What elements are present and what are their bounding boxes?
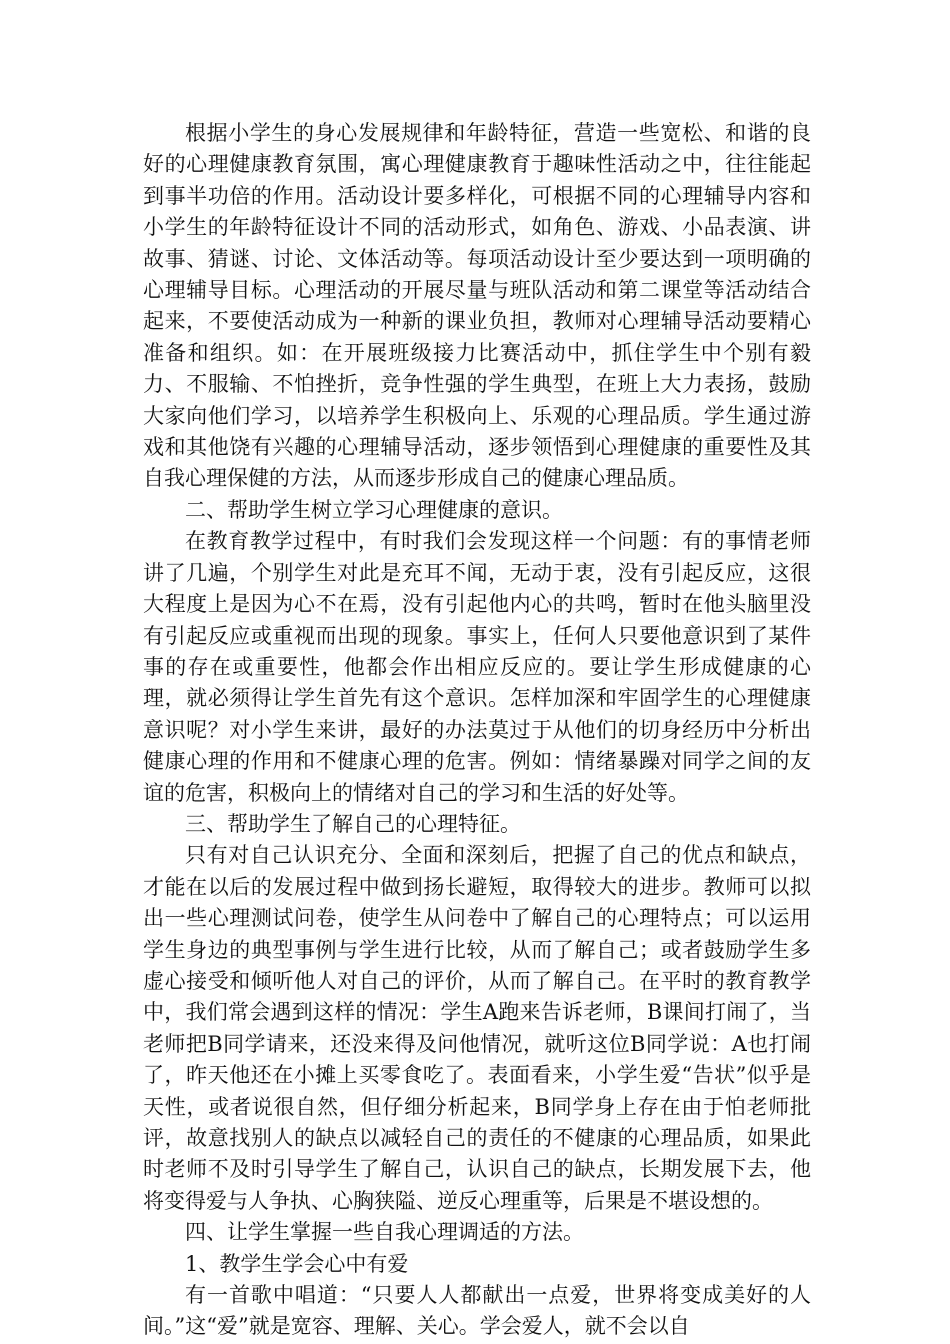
section-heading-3: 三、帮助学生了解自己的心理特征。 — [185, 811, 521, 836]
section-heading-4: 四、让学生掌握一些自我心理调适的方法。 — [185, 1220, 584, 1245]
body-paragraph: 有一首歌中唱道：“只要人人都献出一点爱，世界将变成美好的人间。”这“爱”就是宽容、理解、关心。学会爱人，就不会以自 — [143, 1283, 811, 1339]
subsection-heading-1: 1、教学生学会心中有爱 — [185, 1251, 409, 1276]
body-paragraph: 根据小学生的身心发展规律和年龄特征，营造一些宽松、和谐的良好的心理健康教育氛围，寓心理健康教育于趣味性活动之中，往往能起到事半功倍的作用。活动设计要多样化，可根据不同的心理辅导内容和小学生的年龄特征设计不同的活动形式，如角色、游戏、小品表演、讲故事、猜谜、讨论、文体活动等。每项活动设计至少要达到一项明确的心理辅导目标。心理活动的开展尽量与班队活动和第二课堂等活动结合起来，不要使活动成为一种新的课业负担，教师对心理辅导活动要精心准备和组织。如：在开展班级接力比赛活动中，抓住学生中个别有毅力、不服输、不怕挫折，竞争性强的学生典型，在班上大力表扬，鼓励大家向他们学习，以培养学生积极向上、乐观的心理品质。学生通过游戏和其他饶有兴趣的心理辅导活动，逐步领悟到心理健康的重要性及其自我心理保健的方法，从而逐步形成自己的健康心理品质。 — [143, 121, 811, 491]
body-paragraph: 在教育教学过程中，有时我们会发现这样一个问题：有的事情老师讲了几遍，个别学生对此是充耳不闻，无动于衷，没有引起反应，这很大程度上是因为心不在焉，没有引起他内心的共鸣，暂时在他头脑里没有引起反应或重视而出现的现象。事实上，任何人只要他意识到了某件事的存在或重要性，他都会作出相应反应的。要让学生形成健康的心理，就必须得让学生首先有这个意识。怎样加深和牢固学生的心理健康意识呢？对小学生来讲，最好的办法莫过于从他们的切身经历中分析出健康心理的作用和不健康心理的危害。例如：情绪暴躁对同学之间的友谊的危害，积极向上的情绪对自己的学习和生活的好处等。 — [143, 529, 811, 805]
document-body — [143, 118, 811, 1343]
section-heading-2: 二、帮助学生树立学习心理健康的意识。 — [185, 497, 563, 522]
body-paragraph: 只有对自己认识充分、全面和深刻后，把握了自己的优点和缺点，才能在以后的发展过程中做到扬长避短，取得较大的进步。教师可以拟出一些心理测试问卷，使学生从问卷中了解自己的心理特点；可以运用学生身边的典型事例与学生进行比较，从而了解自己；或者鼓励学生多虚心接受和倾听他人对自己的评价，从而了解自己。在平时的教育教学中，我们常会遇到这样的情况：学生A跑来告诉老师，B课间打闹了，当老师把B同学请来，还没来得及问他情况，就听这位B同学说：A也打闹了，昨天他还在小摊上买零食吃了。表面看来，小学生爱“告状”似乎是天性，或者说很自然，但仔细分析起来，B同学身上存在由于怕老师批评，故意找别人的缺点以减轻自己的责任的不健康的心理品质，如果此时老师不及时引导学生了解自己，认识自己的缺点，长期发展下去，他将变得爱与人争执、心胸狭隘、逆反心理重等，后果是不堪设想的。 — [143, 843, 811, 1213]
